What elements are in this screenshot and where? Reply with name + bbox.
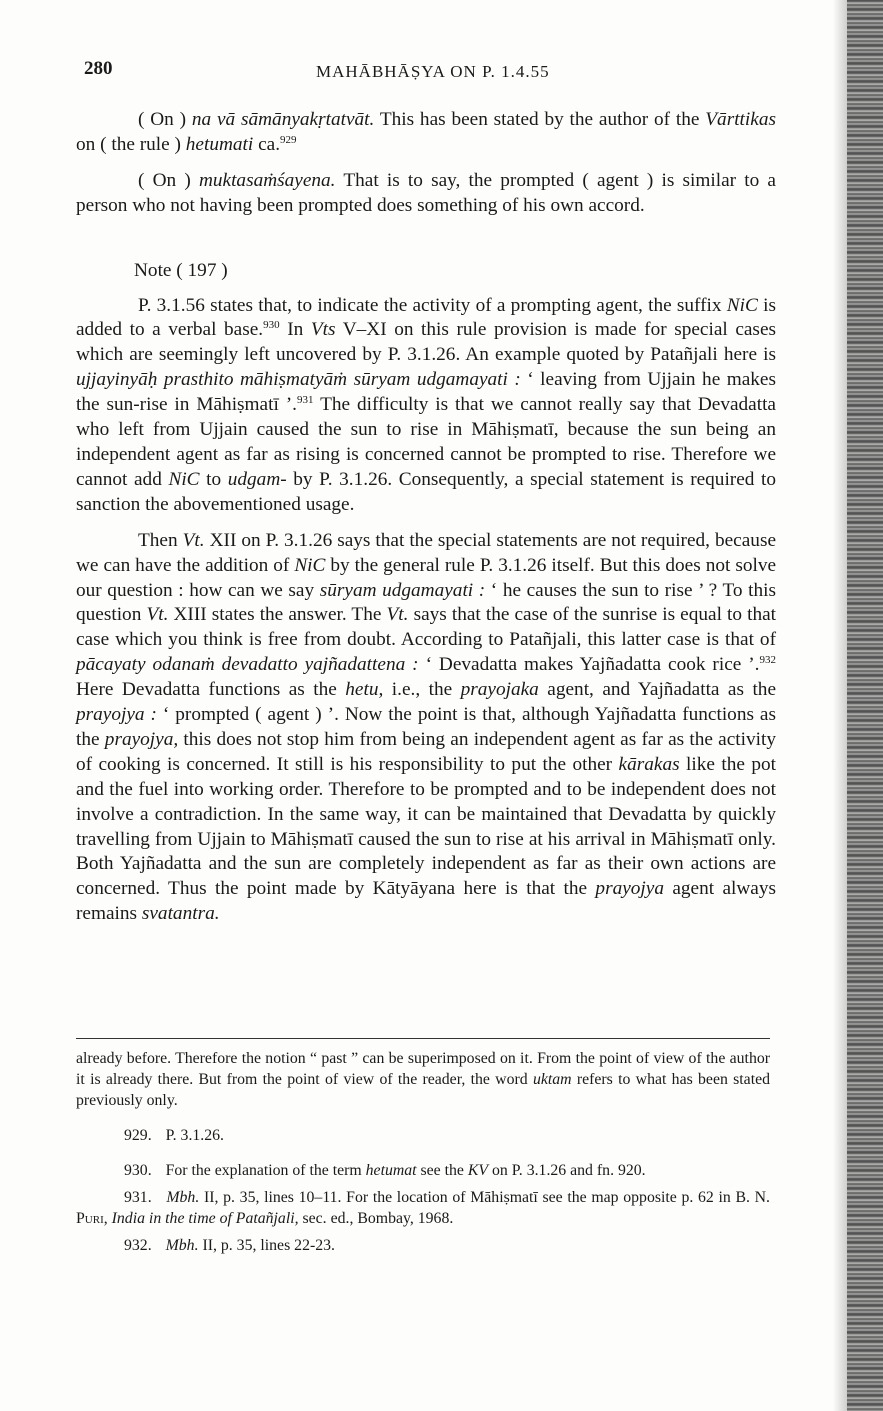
footnote-ref-932: 932 bbox=[759, 654, 776, 667]
footnote-ref-930: 930 bbox=[263, 319, 280, 332]
running-head bbox=[84, 58, 784, 88]
paragraph-muktasamsayena: ( On ) muktasaṁśayena. That is to say, the prompted ( agent ) is similar to a person who not having been prompted does something of his own accord. bbox=[76, 169, 776, 216]
main-text bbox=[76, 108, 776, 927]
footnote-931: 931. Mbh. II, p. 35, lines 10–11. For the location of Māhiṣmatī see the map opposite p. 62 in B. N. Puri, India in the time of Patañjali, sec. ed., Bombay, 1968. bbox=[76, 1189, 771, 1227]
footnotes bbox=[76, 1048, 770, 1256]
running-title: MAHĀBHĀṢYA ON P. 1.4.55 bbox=[316, 62, 550, 81]
paragraph-varttika-quote: ( On ) na vā sāmānyakṛtatvāt. This has been stated by the author of the Vārttikas on ( the rule ) hetumati ca.$^{929}$ bbox=[76, 109, 776, 155]
footnote-932: 932. Mbh. II, p. 35, lines 22-23. bbox=[124, 1237, 335, 1254]
footnote-ref-929: 929 bbox=[280, 133, 297, 146]
page-number: 280 bbox=[84, 58, 113, 79]
book-spine-edge bbox=[847, 0, 883, 1411]
footnote-929: 929. P. 3.1.26. bbox=[124, 1127, 224, 1144]
binding-shadow bbox=[833, 0, 847, 1411]
footnote-continuation: already before. Therefore the notion “ past ” can be superimposed on it. From the point of view of the author it is already there. But from the point of view of the reader, the word uktam refers to what has been stated previously only. bbox=[76, 1050, 770, 1109]
footnote-930: 930. For the explanation of the term hetumat see the KV on P. 3.1.26 and fn. 920. bbox=[124, 1162, 646, 1179]
note-heading: Note ( 197 ) bbox=[134, 259, 228, 281]
paragraph-explanation: Then Vt. XII on P. 3.1.26 says that the special statements are not required, because we can have the addition of NiC by the general rule P. 3.1.26 itself. But this does not solve our question : how can we say sūryam udgamayati : ‘ he causes the sun to rise ’ ? To this question Vt. XIII states the answer. The Vt. says that the case of the sunrise is equal to that case which you think is free from doubt. According to Patañjali, this latter case is that of pācayaty odanaṁ devadatto yajñadattena : ‘ Devadatta makes Yajñadatta cook rice ’.$^{932}$ Here Devadatta functions as the hetu, i.e., the prayojaka agent, and Yajñadatta as the prayojya : ‘ prompted ( agent ) ’. Now the point is that, although Yajñadatta functions as the prayojya, this does not stop him from being an independent agent as far as the activity of cooking is concerned. It still is his responsibility to put the other kārakas like the pot and the fuel into working order. Therefore to be prompted and to be independent does not involve a contradiction. In the same way, it can be maintained that Devadatta by quickly travelling from Ujjain to Māhiṣmatī caused the sun to rise at his arrival in Māhiṣmatī only. Both Yajñadatta and the sun are completely independent as far as their own actions are concerned. Thus the point made by Kātyāyana here is that the prayojya agent always remains svatantra. bbox=[76, 529, 777, 925]
footnote-ref-931: 931 bbox=[296, 394, 314, 407]
footnote-divider bbox=[76, 1038, 770, 1039]
paragraph-note-intro: P. 3.1.56 states that, to indicate the activity of a prompting agent, the suffix NiC is added to a verbal base.$^{930}$ In Vts V–XI on this rule provision is made for special cases which are seemingly left uncovered by P. 3.1.26. An example quoted by Patañjali here is ujjayinyāḥ prasthito māhiṣmatyāṁ sūryam udgamayati : ‘ leaving from Ujjain he makes the sun-rise in Māhiṣmatī ’.$^{931}$ The difficulty is that we cannot really say that Devadatta who left from Ujjain caused the sun to rise in Māhiṣmatī, because the sun being an independent agent as far as rising is concerned cannot be prompted to rise. Therefore we cannot add NiC to udgam- by P. 3.1.26. Consequently, a special statement is required to sanction the abovementioned usage. bbox=[76, 294, 777, 515]
